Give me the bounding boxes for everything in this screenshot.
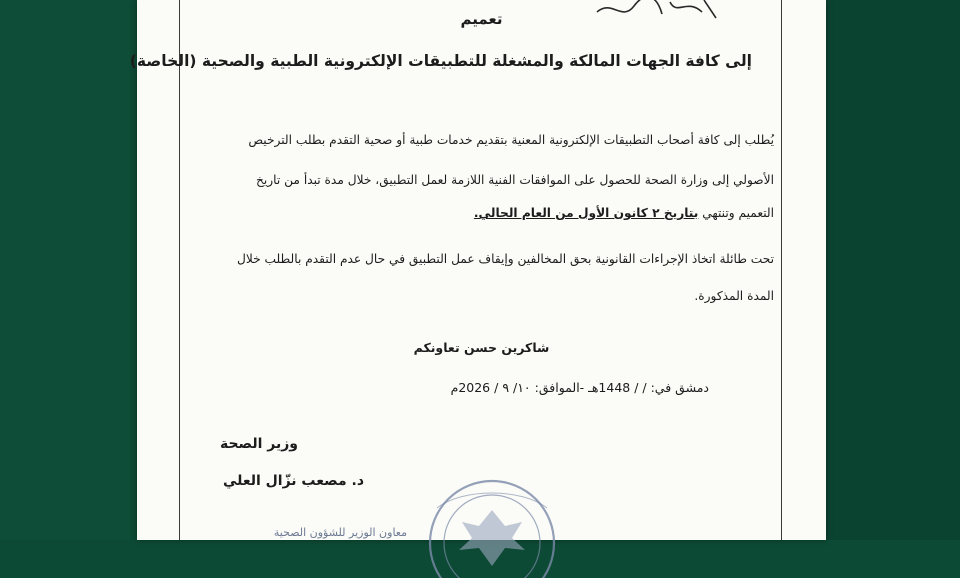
background-right xyxy=(825,0,960,540)
signature-title: وزير الصحة xyxy=(219,436,298,452)
background-left xyxy=(0,0,130,540)
seal-text: معاون الوزير للشؤون الصحية xyxy=(273,526,407,539)
paragraph-line: المدة المذكورة. xyxy=(694,289,774,303)
page-border-right xyxy=(781,0,782,540)
signature-name: د. مصعب نزّال العلي xyxy=(222,473,364,489)
document-title: تعميم xyxy=(460,10,503,28)
paragraph-line: يُطلب إلى كافة أصحاب التطبيقات الإلكترونية المعنية بتقديم خدمات طبية أو صحية التقدم بطلب الترخيص xyxy=(248,133,774,147)
page-border-left xyxy=(179,0,180,540)
paragraph-text: التعميم وتنتهي xyxy=(698,206,774,220)
paragraph-line: الأصولي إلى وزارة الصحة للحصول على الموافقات الفنية اللازمة لعمل التطبيق، خلال مدة تبدأ من تاريخ xyxy=(256,173,774,187)
paragraph-line: تحت طائلة اتخاذ الإجراءات القانونية بحق المخالفين وإيقاف عمل التطبيق في حال عدم التقدم بالطلب خلال xyxy=(236,252,774,266)
date-line: دمشق في: / / 1448هـ -الموافق: ١٠/ ٩ / 2026م xyxy=(450,380,709,395)
closing-thanks: شاكرين حسن تعاونكم xyxy=(413,340,550,355)
document-page xyxy=(129,0,826,540)
paragraph-line xyxy=(474,206,774,220)
document-subject: إلى كافة الجهات المالكة والمشغلة للتطبيقات الإلكترونية الطبية والصحية (الخاصة) xyxy=(129,52,752,70)
deadline-text: بتاريخ ٢ كانون الأول من العام الحالي. xyxy=(473,206,699,220)
